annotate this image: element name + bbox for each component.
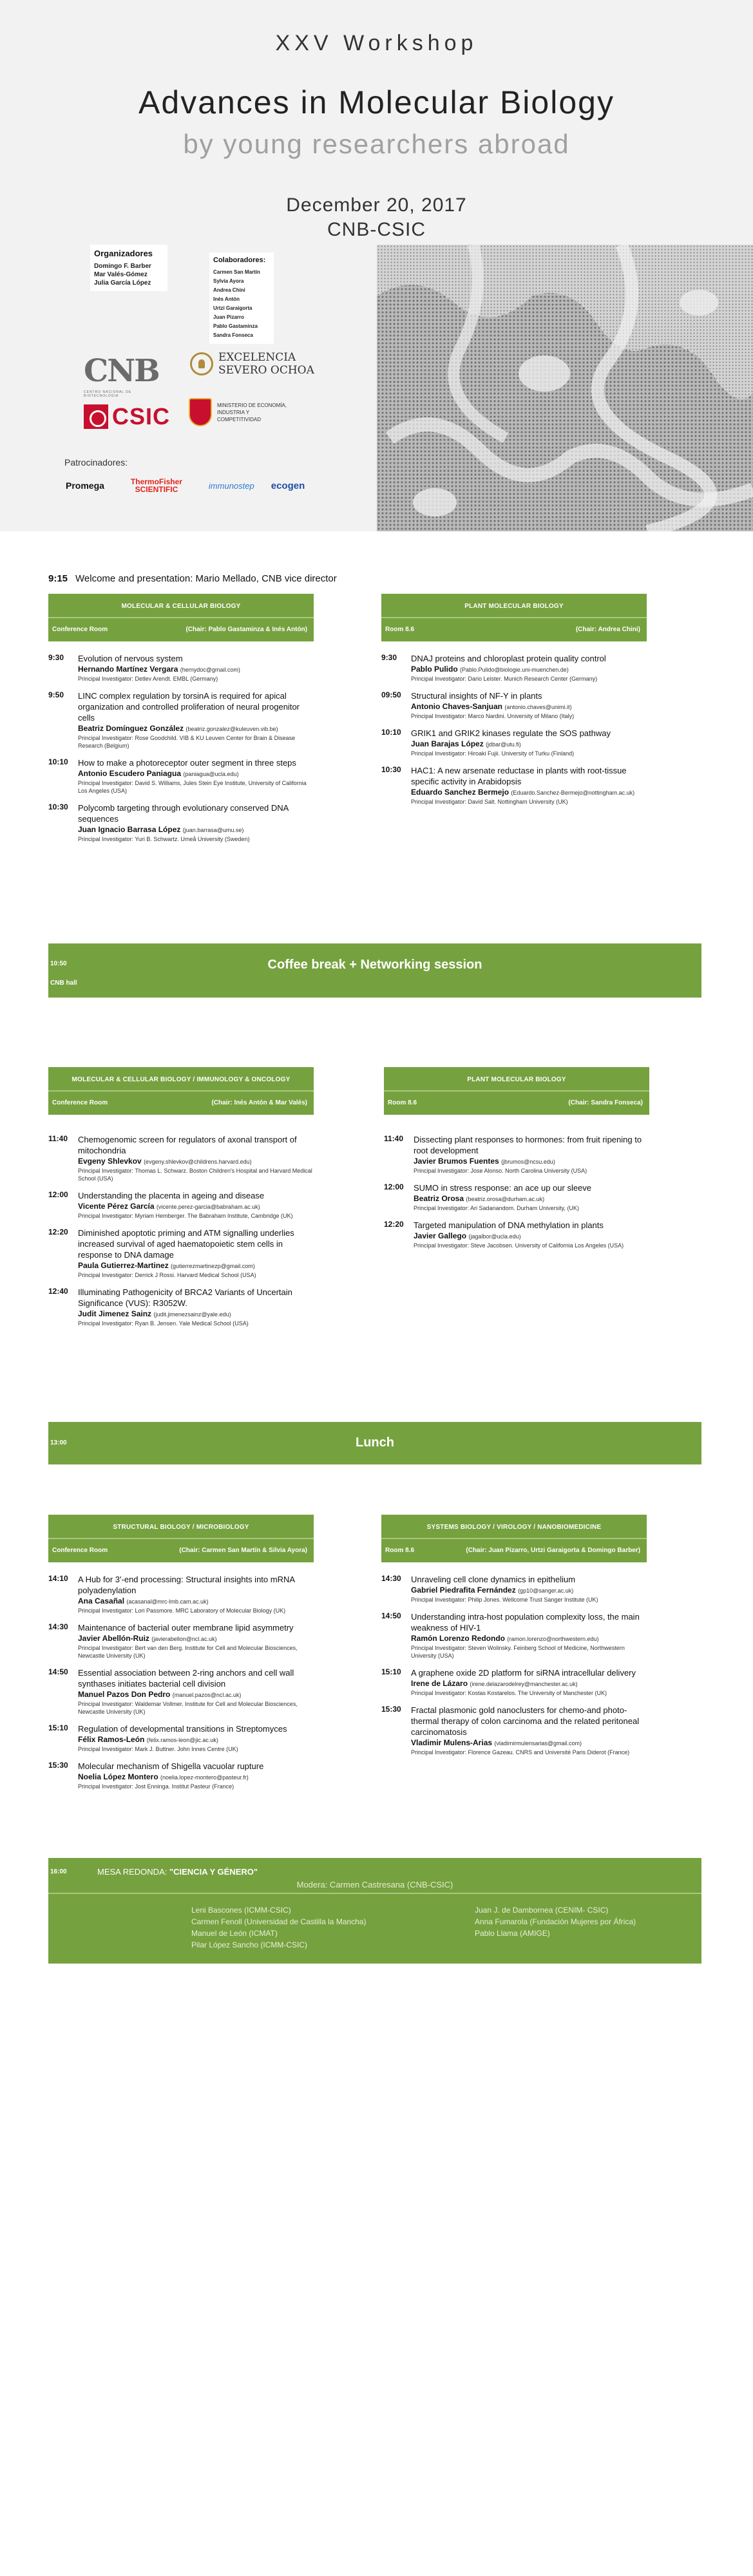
talk-email: (jagalbor@ucla.edu) — [468, 1233, 521, 1240]
talk — [381, 690, 647, 720]
talk-pi: Principal Investigator: Steven Wolinsky. Feinberg School of Medicine, Northwestern University (USA) — [411, 1645, 625, 1659]
talk-email: (manuel.pazos@ncl.ac.uk) — [172, 1692, 242, 1698]
lunch-time: 13:00 — [50, 1439, 67, 1446]
talk — [48, 690, 314, 750]
talk-time: 10:30 — [381, 765, 401, 774]
talk-time: 9:50 — [48, 690, 64, 699]
session-chair: (Chair: Pablo Gastaminza & Inés Antón) — [186, 626, 307, 633]
session-room: Room 8.6 — [388, 1099, 417, 1106]
csic-emblem-icon — [84, 404, 108, 429]
session-2-right — [384, 1067, 649, 1257]
talk-pi: Principal Investigator: Myriam Hemberger. The Babraham Institute, Cambridge (UK) — [78, 1213, 293, 1219]
session-1-right — [381, 594, 647, 813]
talk-time: 12:20 — [384, 1220, 404, 1229]
round-table-bar — [48, 1858, 701, 1964]
talk-speaker: Irene de Lázaro (irene.delazarodelrey@manchester.ac.uk) — [411, 1679, 578, 1688]
lunch-label: Lunch — [356, 1435, 394, 1450]
session-chair: (Chair: Sandra Fonseca) — [568, 1099, 643, 1106]
talk-pi: Principal Investigator: Jose Alonso. North Carolina University (USA) — [414, 1168, 587, 1174]
talk — [384, 1134, 649, 1175]
talk-pi: Principal Investigator: Steve Jacobsen. University of California Los Angeles (USA) — [414, 1242, 624, 1249]
talk-email: (vladimirmulensarias@gmail.com) — [494, 1740, 582, 1747]
talk-title: Molecular mechanism of Shigella vacuolar rupture — [78, 1761, 264, 1771]
cnb-logo-mark: CNB — [84, 353, 159, 389]
talk-speaker: Ramón Lorenzo Redondo (ramon.lorenzo@northwestern.edu) — [411, 1634, 599, 1643]
session-chair: (Chair: Inés Antón & Mar Valés) — [211, 1099, 307, 1106]
talk — [48, 802, 314, 843]
panelists-col-1 — [191, 1904, 366, 1951]
talk-speaker: Beatriz Orosa (beatriz.orosa@durham.ac.uk) — [414, 1194, 545, 1203]
panelist: Carmen Fenoll (Universidad de Castilla la Mancha) — [191, 1917, 367, 1926]
thermofisher-logo: ThermoFisher SCIENTIFIC — [130, 477, 182, 494]
session-header — [384, 1067, 649, 1115]
talk-time: 14:10 — [48, 1574, 68, 1583]
welcome-text: Welcome and presentation: Mario Mellado, CNB vice director — [75, 573, 337, 584]
talk-title: Understanding the placenta in ageing and disease — [78, 1191, 265, 1200]
cnb-logo — [84, 353, 159, 398]
talk-pi: Principal Investigator: David Salt. Nottingham University (UK) — [411, 799, 568, 805]
event-subtitle: by young researchers abroad — [183, 129, 570, 159]
talk-email: (irene.delazarodelrey@manchester.ac.uk) — [470, 1681, 578, 1687]
session-chair: (Chair: Andrea Chini) — [575, 626, 640, 633]
talk-title: Evolution of nervous system — [78, 654, 183, 663]
break-place: CNB hall — [50, 980, 77, 987]
talk — [381, 653, 647, 683]
session-3-right — [381, 1515, 647, 1764]
talk-pi: Principal Investigator: Mark J. Buttner. John Innes Centre (UK) — [78, 1746, 238, 1752]
talk-pi: Principal Investigator: Bert van den Berg. Institute for Cell and Molecular Biosciences, Newcastle University (UK) — [78, 1645, 298, 1659]
session-3-left — [48, 1515, 314, 1798]
talk-pi: Principal Investigator: Derrick J Rossi. Harvard Medical School (USA) — [78, 1272, 256, 1278]
severo-ochoa-text: EXCELENCIA SEVERO OCHOA — [218, 351, 314, 377]
talk-pi: Principal Investigator: Ari Sadanandom. Durham University, (UK) — [414, 1205, 579, 1211]
session-name: PLANT MOLECULAR BIOLOGY — [467, 1076, 566, 1083]
talk-time: 15:30 — [48, 1761, 68, 1770]
lunch-bar — [48, 1422, 701, 1464]
divider — [381, 1538, 647, 1539]
talk-time: 14:30 — [48, 1622, 68, 1631]
organizer: Domingo F. Barber — [94, 263, 151, 270]
session-header — [48, 1067, 314, 1115]
talk-speaker: Paula Gutierrez-Martinez (gutierrezmartinezp@gmail.com) — [78, 1261, 255, 1270]
talk — [381, 1611, 647, 1660]
sponsors-row — [66, 478, 305, 493]
divider — [48, 1090, 314, 1092]
talk-pi: Principal Investigator: Lori Passmore. MRC Laboratory of Molecular Biology (UK) — [78, 1607, 286, 1614]
talk-speaker: Judit Jimenez Sainz (judit.jimenezsainz@yale.edu) — [78, 1309, 231, 1318]
collaborator: Urtzi Garaigorta — [213, 305, 253, 311]
talk — [48, 1190, 314, 1220]
talk-title: Diminished apoptotic priming and ATM signalling underlies increased survival of aged haematopoietic stem cells in response to DNA damage — [78, 1228, 294, 1260]
talk — [381, 728, 647, 757]
talk-speaker: Antonio Escudero Paniagua (paniagua@ucla.edu) — [78, 769, 239, 778]
talk-time: 15:10 — [48, 1723, 68, 1732]
sponsors-heading: Patrocinadores: — [64, 457, 128, 468]
talk-email: (evgeny.shlevkov@childrens.harvard.edu) — [144, 1159, 252, 1165]
talk-email: (javierabellon@ncl.ac.uk) — [151, 1636, 217, 1642]
talk — [381, 1574, 647, 1604]
talk — [48, 653, 314, 683]
organizers-heading: Organizadores — [94, 249, 153, 258]
severo-ochoa-logo — [190, 351, 315, 377]
talk-pi: Principal Investigator: Yuri B. Schwartz. Umeå University (Sweden) — [78, 836, 250, 842]
session-room: Conference Room — [52, 1099, 108, 1106]
talk — [381, 1667, 647, 1697]
talk-speaker: Juan Barajas López (jdbar@utu.fi) — [411, 739, 521, 748]
talk-time: 09:50 — [381, 690, 401, 699]
immunostep-logo: immunostep — [208, 480, 254, 491]
talk-time: 10:10 — [381, 728, 401, 737]
talk-email: (juan.barrasa@umu.se) — [182, 827, 244, 833]
panelist: Pablo Llama (AMIGE) — [475, 1929, 550, 1938]
break-time: 10:50 — [50, 960, 67, 967]
talk-pi: Principal Investigator: Detlev Arendt. EMBL (Germany) — [78, 676, 218, 682]
talk-email: (hernydoc@gmail.com) — [180, 667, 240, 673]
talk-time: 10:30 — [48, 802, 68, 811]
talk-time: 11:40 — [384, 1134, 404, 1143]
talk-speaker: Javier Gallego (jagalbor@ucla.edu) — [414, 1231, 521, 1240]
talk-speaker: Evgeny Shlevkov (evgeny.shlevkov@childrens.harvard.edu) — [78, 1157, 252, 1166]
talk-speaker: Pablo Pulido (Pablo.Pulido@biologie.uni-muenchen.de) — [411, 665, 569, 674]
panelist: Manuel de León (ICMAT) — [191, 1929, 278, 1938]
talk-time: 14:50 — [48, 1667, 68, 1676]
talk-email: (ramon.lorenzo@northwestern.edu) — [507, 1636, 599, 1642]
round-table-title: MESA REDONDA: "CIENCIA Y GÉNERO" — [97, 1867, 258, 1877]
collaborators-heading: Colaboradores: — [213, 256, 266, 264]
collaborator: Pablo Gastaminza — [213, 323, 258, 329]
header-banner — [0, 0, 753, 531]
organizer: Julia García López — [94, 279, 151, 287]
talk — [384, 1182, 649, 1212]
talk-title: Unraveling cell clone dynamics in epithelium — [411, 1575, 576, 1584]
session-name: MOLECULAR & CELLULAR BIOLOGY / IMMUNOLOGY & ONCOLOGY — [71, 1076, 291, 1083]
coat-of-arms-icon — [189, 398, 212, 426]
talk-speaker: Vicente Pérez García (vicente.perez-garcia@babraham.ac.uk) — [78, 1202, 260, 1211]
talk — [381, 765, 647, 806]
break-label: Coffee break + Networking session — [267, 958, 482, 972]
session-room: Conference Room — [52, 1547, 108, 1554]
session-header — [381, 594, 647, 641]
talk-title: HAC1: A new arsenate reductase in plants with root-tissue specific activity in Arabidopsis — [411, 766, 627, 786]
talk-title: Understanding intra-host population complexity loss, the main weakness of HIV-1 — [411, 1612, 640, 1633]
organizer: Mar Valés-Gómez — [94, 271, 148, 278]
collaborator: Carmen San Martín — [213, 269, 260, 275]
talk-time: 11:40 — [48, 1134, 68, 1143]
event-venue: CNB-CSIC — [327, 219, 426, 240]
collaborator: Sandra Fonseca — [213, 332, 253, 338]
talk-email: (beatriz.orosa@durham.ac.uk) — [466, 1196, 545, 1202]
talk-speaker: Noelia López Montero (noelia.lopez-montero@pasteur.fr) — [78, 1772, 249, 1781]
divider — [48, 1893, 701, 1894]
session-header — [48, 594, 314, 641]
talk — [48, 1287, 314, 1327]
collaborators-box — [209, 252, 274, 344]
talk-email: (jbrumos@ncsu.edu) — [501, 1159, 555, 1165]
talk-time: 15:10 — [381, 1667, 401, 1676]
seal-icon — [190, 352, 213, 375]
session-2-left — [48, 1067, 314, 1335]
panelist: Juan J. de Dambornea (CENIM- CSIC) — [475, 1906, 609, 1915]
talk-email: (beatriz.gonzalez@kuleuven.vib.be) — [186, 726, 278, 732]
talk-email: (gutierrezmartinezp@gmail.com) — [171, 1263, 255, 1269]
talk-time: 14:30 — [381, 1574, 401, 1583]
talk-title: Illuminating Pathogenicity of BRCA2 Variants of Uncertain Significance (VUS): R3052W. — [78, 1287, 292, 1308]
talk-pi: Principal Investigator: David S. Williams, Jules Stein Eye Institute, University of California Los Angeles (USA) — [78, 780, 307, 794]
talk-speaker: Félix Ramos-León (felix.ramos-leon@jic.ac.uk) — [78, 1735, 218, 1744]
talk — [48, 1761, 314, 1790]
panelist: Pilar López Sancho (ICMM-CSIC) — [191, 1940, 308, 1949]
talk-title: Chemogenomic screen for regulators of axonal transport of mitochondria — [78, 1135, 297, 1155]
talk-time: 15:30 — [381, 1705, 401, 1714]
talk-title: Dissecting plant responses to hormones: from fruit ripening to root development — [414, 1135, 642, 1155]
talk-title: A Hub for 3'-end processing: Structural insights into mRNA polyadenylation — [78, 1575, 295, 1595]
talk-title: Essential association between 2-ring anchors and cell wall synthases initiates bacterial cell division — [78, 1668, 294, 1689]
talk-email: (Pablo.Pulido@biologie.uni-muenchen.de) — [460, 667, 569, 673]
talk-speaker: Vladimir Mulens-Arias (vladimirmulensarias@gmail.com) — [411, 1738, 582, 1747]
collaborator: Sylvia Ayora — [213, 278, 244, 284]
workshop-label: XXV Workshop — [275, 31, 478, 55]
talk — [48, 1574, 314, 1615]
talk-email: (gp10@sanger.ac.uk) — [518, 1587, 574, 1594]
round-table-time: 16:00 — [50, 1868, 67, 1875]
welcome-time: 9:15 — [48, 573, 68, 584]
talk-pi: Principal Investigator: Ryan B. Jensen. Yale Medical School (USA) — [78, 1320, 249, 1327]
talk-title: DNAJ proteins and chloroplast protein quality control — [411, 654, 606, 663]
talk-time: 9:30 — [48, 653, 64, 662]
collaborator: Inés Antón — [213, 296, 240, 302]
talk-speaker: Beatriz Domínguez González (beatriz.gonzalez@kuleuven.vib.be) — [78, 724, 278, 733]
talk-email: (felix.ramos-leon@jic.ac.uk) — [146, 1737, 218, 1743]
session-room: Conference Room — [52, 626, 108, 633]
talk-time: 10:10 — [48, 757, 68, 766]
electron-micrograph — [377, 245, 753, 531]
talk-pi: Principal Investigator: Kostas Kostarelos. The University of Manchester (UK) — [411, 1690, 607, 1696]
talk — [384, 1220, 649, 1249]
talk-title: Maintenance of bacterial outer membrane lipid asymmetry — [78, 1623, 294, 1633]
ministry-logo — [189, 398, 288, 426]
coffee-break-bar — [48, 943, 701, 998]
talk — [381, 1705, 647, 1756]
talk-title: LINC complex regulation by torsinA is required for apical organization and controlled proliferation of neural progenitor cells — [78, 691, 300, 723]
talk-time: 9:30 — [381, 653, 397, 662]
talk-speaker: Juan Ignacio Barrasa López (juan.barrasa@umu.se) — [78, 825, 244, 834]
welcome-line — [48, 573, 337, 584]
talk-speaker: Antonio Chaves-Sanjuan (antonio.chaves@unimi.it) — [411, 702, 572, 711]
session-name: STRUCTURAL BIOLOGY / MICROBIOLOGY — [113, 1524, 249, 1531]
event-date: December 20, 2017 — [286, 194, 467, 216]
collaborator: Juan Pizarro — [213, 314, 245, 320]
talk-title: GRIK1 and GRIK2 kinases regulate the SOS pathway — [411, 728, 611, 738]
session-room: Room 8.6 — [385, 1547, 415, 1554]
talk-email: (judit.jimenezsainz@yale.edu) — [153, 1311, 231, 1318]
talk-speaker: Javier Abellón-Ruiz (javierabellon@ncl.ac.uk) — [78, 1634, 217, 1643]
divider — [381, 617, 647, 618]
talk-pi: Principal Investigator: Marco Nardini. University of Milano (Italy) — [411, 713, 575, 719]
talk-title: How to make a photoreceptor outer segment in three steps — [78, 758, 296, 768]
talk-title: SUMO in stress response: an ace up our sleeve — [414, 1183, 592, 1193]
talk-title: Fractal plasmonic gold nanoclusters for chemo-and photo-thermal therapy of colon carcinoma and the related peritoneal carcinomatosis — [411, 1705, 640, 1737]
talk-time: 14:50 — [381, 1611, 401, 1620]
talk-speaker: Manuel Pazos Don Pedro (manuel.pazos@ncl.ac.uk) — [78, 1690, 242, 1699]
session-name: MOLECULAR & CELLULAR BIOLOGY — [121, 603, 241, 610]
talk — [48, 1622, 314, 1660]
panelist: Leni Bascones (ICMM-CSIC) — [191, 1906, 291, 1915]
talk-title: A graphene oxide 2D platform for siRNA intracellular delivery — [411, 1668, 636, 1678]
microscopy-image — [377, 245, 753, 531]
ministry-text: MINISTERIO DE ECONOMÍA, INDUSTRIA Y COMPETITIVIDAD — [217, 402, 287, 422]
talk-speaker: Hernando Martínez Vergara (hernydoc@gmail.com) — [78, 665, 240, 674]
talk-email: (noelia.lopez-montero@pasteur.fr) — [160, 1774, 249, 1781]
session-room: Room 8.6 — [385, 626, 415, 633]
divider — [48, 1538, 314, 1539]
talk-title: Structural insights of NF-Y in plants — [411, 691, 542, 701]
session-name: SYSTEMS BIOLOGY / VIROLOGY / NANOBIOMEDICINE — [426, 1524, 602, 1531]
talk-pi: Principal Investigator: Philip Jones. Wellcome Trust Sanger Institute (UK) — [411, 1596, 598, 1603]
talk-time: 12:20 — [48, 1227, 68, 1236]
session-chair: (Chair: Carmen San Martín & Silvia Ayora) — [179, 1547, 307, 1554]
talk-pi: Principal Investigator: Waldemar Vollmer. Institute for Cell and Molecular Biosciences, Newcastle University (UK) — [78, 1701, 298, 1715]
session-chair: (Chair: Juan Pizarro, Urtzi Garaigorta & Domingo Barber) — [466, 1547, 640, 1554]
talk-pi: Principal Investigator: Dario Leister. Munich Research Center (Germany) — [411, 676, 598, 682]
talk — [48, 1227, 314, 1279]
talk-speaker: Gabriel Piedrafita Fernández (gp10@sanger.ac.uk) — [411, 1586, 574, 1595]
talk-speaker: Ana Casañal (acasanal@mrc-lmb.cam.ac.uk) — [78, 1596, 209, 1605]
organizers-box — [90, 245, 167, 291]
talk-title: Regulation of developmental transitions in Streptomyces — [78, 1724, 287, 1734]
promega-logo: Promega — [66, 480, 104, 491]
talk — [48, 1134, 314, 1182]
talk-title: Targeted manipulation of DNA methylation in plants — [414, 1220, 604, 1230]
talk-email: (paniagua@ucla.edu) — [183, 771, 239, 777]
talk-pi: Principal Investigator: Thomas L. Schwarz. Boston Children's Hospital and Harvard Medical School (USA) — [78, 1168, 312, 1182]
csic-logo — [84, 403, 170, 430]
talk-pi: Principal Investigator: Rose Goodchild. VIB & KU Leuven Center for Brain & Disease Research (Belgium) — [78, 735, 296, 749]
talk-pi: Principal Investigator: Florence Gazeau. CNRS and Université Paris Diderot (France) — [411, 1749, 630, 1756]
talk-email: (antonio.chaves@unimi.it) — [504, 704, 572, 710]
talk-time: 12:00 — [384, 1182, 404, 1191]
talk-email: (vicente.perez-garcia@babraham.ac.uk) — [156, 1204, 260, 1210]
talk-pi: Principal Investigator: Jost Enninga. Institut Pasteur (France) — [78, 1783, 234, 1790]
talk — [48, 757, 314, 795]
round-table-moderator: Modera: Carmen Castresana (CNB-CSIC) — [296, 1880, 453, 1889]
talk-title: Polycomb targeting through evolutionary conserved DNA sequences — [78, 803, 289, 824]
cnb-logo-caption: CENTRO NACIONAL DE BIOTECNOLOGÍA — [84, 390, 132, 398]
talk-pi: Principal Investigator: Hiroaki Fujii. University of Turku (Finland) — [411, 750, 575, 757]
session-1-left — [48, 594, 314, 851]
talk-time: 12:40 — [48, 1287, 68, 1296]
session-name: PLANT MOLECULAR BIOLOGY — [464, 603, 564, 610]
session-header — [48, 1515, 314, 1562]
talk — [48, 1667, 314, 1716]
talk-speaker: Eduardo Sanchez Bermejo (Eduardo.Sanchez-Bermejo@nottingham.ac.uk) — [411, 788, 635, 797]
panelist: Anna Fumarola (Fundación Mujeres por África) — [475, 1917, 636, 1926]
divider — [384, 1090, 649, 1092]
talk-speaker: Javier Brumos Fuentes (jbrumos@ncsu.edu) — [414, 1157, 555, 1166]
divider — [48, 617, 314, 618]
talk-email: (acasanal@mrc-lmb.cam.ac.uk) — [126, 1598, 209, 1605]
ecogen-logo: ecogen — [271, 480, 305, 491]
session-header — [381, 1515, 647, 1562]
talk — [48, 1723, 314, 1753]
csic-text: CSIC — [112, 403, 171, 430]
talk-email: (jdbar@utu.fi) — [486, 741, 521, 748]
talk-email: (Eduardo.Sanchez-Bermejo@nottingham.ac.uk) — [511, 790, 635, 796]
panelists-col-2 — [475, 1904, 636, 1939]
event-title: Advances in Molecular Biology — [138, 84, 615, 120]
collaborator: Andrea Chini — [213, 287, 245, 293]
talk-time: 12:00 — [48, 1190, 68, 1199]
